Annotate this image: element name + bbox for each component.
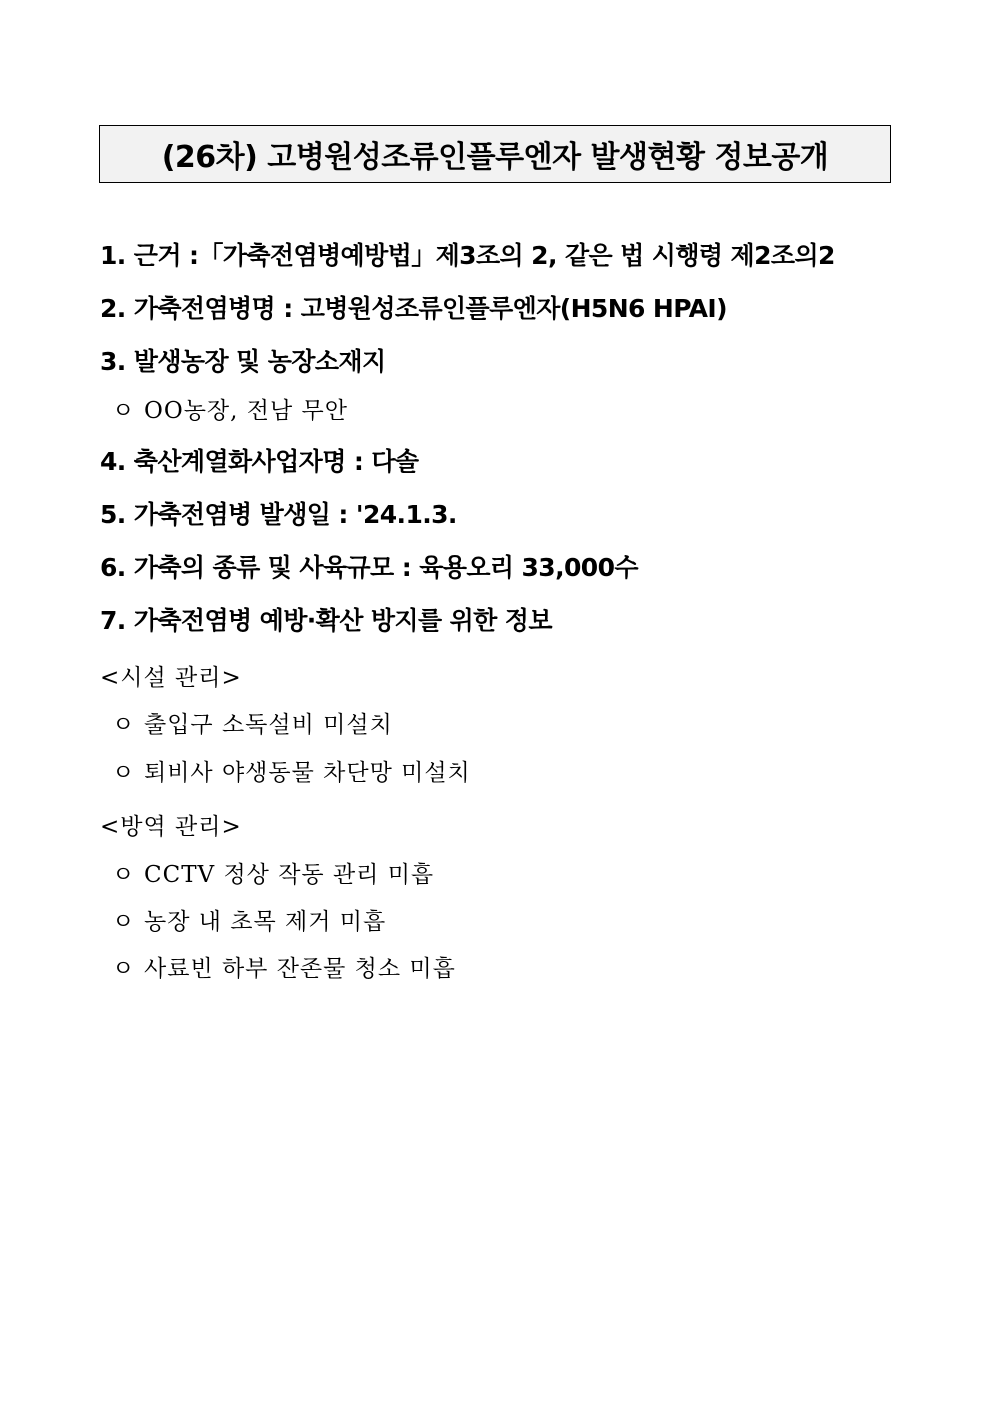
item-legal-basis: 1. 근거 :「가축전염병예방법」제3조의 2, 같은 법 시행령 제2조의2 [100, 241, 835, 270]
bullet-icon: ㅇ [112, 712, 136, 738]
list-item-text: 사료빈 하부 잔존물 청소 미흡 [144, 956, 456, 982]
list-item-text: 퇴비사 야생동물 차단망 미설치 [144, 760, 471, 786]
list-item-farm-location [112, 396, 348, 426]
bullet-icon: ㅇ [112, 398, 136, 424]
item-livestock-scale: 6. 가축의 종류 및 사육규모 : 육용오리 33,000수 [100, 553, 638, 582]
list-item [112, 758, 471, 788]
list-item [112, 710, 393, 740]
item-outbreak-date: 5. 가축전염병 발생일 : '24.1.3. [100, 500, 457, 529]
bullet-icon: ㅇ [112, 956, 136, 982]
item-disease-name: 2. 가축전염병명 : 고병원성조류인플루엔자(H5N6 HPAI) [100, 294, 727, 323]
list-item-text: CCTV 정상 작동 관리 미흡 [144, 862, 435, 888]
item-integrator: 4. 축산계열화사업자명 : 다솔 [100, 447, 419, 476]
farm-location-text: OO농장, 전남 무안 [144, 398, 348, 424]
list-item [112, 907, 386, 937]
bullet-icon: ㅇ [112, 909, 136, 935]
list-item [112, 860, 434, 890]
bullet-icon: ㅇ [112, 760, 136, 786]
biosecurity-section-heading: <방역 관리> [100, 814, 242, 840]
bullet-icon: ㅇ [112, 862, 136, 888]
list-item [112, 954, 456, 984]
page-title: (26차) 고병원성조류인플루엔자 발생현황 정보공개 [161, 140, 829, 175]
item-prevention-info: 7. 가축전염병 예방·확산 방지를 위한 정보 [100, 606, 552, 635]
list-item-text: 농장 내 초목 제거 미흡 [144, 909, 387, 935]
facility-section-heading: <시설 관리> [100, 665, 242, 691]
item-farm-heading: 3. 발생농장 및 농장소재지 [100, 347, 386, 376]
title-box [99, 125, 891, 183]
list-item-text: 출입구 소독설비 미설치 [144, 712, 393, 738]
